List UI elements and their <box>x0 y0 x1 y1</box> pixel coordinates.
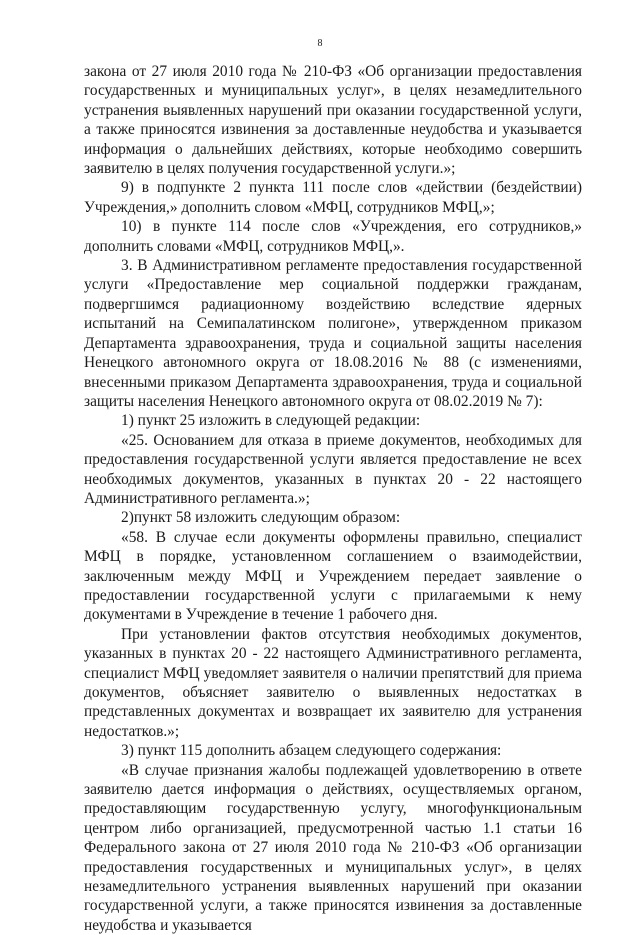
paragraph: 3) пункт 115 дополнить абзацем следующего содержания: <box>121 742 502 760</box>
paragraph: закона от 27 июля 2010 года № 210-ФЗ «Об организации предоставления государственных и муниципальных услуг», в целях незамедлительного устранения выявленных нарушений при оказании государственной услуги, а также приносятся извинения за доставленные неудобства и указывается информация о дальнейших действиях, которые необходимо совершить заявителю в целях получения государственной услуги.»; <box>84 63 582 178</box>
paragraph: 3. В Административном регламенте предоставления государственной услуги «Предоставление мер социальной поддержки гражданам, подвергшимся радиационному воздействию вследствие ядерных испытаний на Семипалатинском полигоне», утвержденном приказом Департамента здравоохранения, труда и социальной защиты населения Ненецкого автономного округа от 18.08.2016 № 88 (с изменениями, внесенными приказом Департамента здравоохранения, труда и социальной защиты населения Ненецкого автономного округа от 08.02.2019 № 7): <box>84 257 582 410</box>
page-number: 8 <box>317 38 323 49</box>
paragraph: При установлении фактов отсутствия необходимых документов, указанных в пунктах 20 - 22 настоящего Административного регламента, специалист МФЦ уведомляет заявителя о наличии препятствий для приема документов, объясняет заявителю о выявленных недостатках в представленных документах и возвращает их заявителю для устранения недостатков.»; <box>84 625 582 740</box>
paragraph: 10) в пункте 114 после слов «Учреждения, его сотрудников,» дополнить словами «МФЦ, сотрудников МФЦ,». <box>84 218 582 255</box>
paragraph: «В случае признания жалобы подлежащей удовлетворению в ответе заявителю дается информация о действиях, осуществляемых органом, предоставляющим государственную услугу, многофункциональным центром либо организацией, предусмотренной частью 1.1 статьи 16 Федерального закона от 27 июля 2010 года № 210-ФЗ «Об организации предоставления государственных и муниципальных услуг», в целях незамедлительного устранения выявленных нарушений при оказании государственной услуги, а также приносятся извинения за доставленные неудобства и указывается <box>84 761 582 934</box>
paragraph: «58. В случае если документы оформлены правильно, специалист МФЦ в порядке, установленном соглашением о взаимодействии, заключенным между МФЦ и Учреждением передает заявление о предоставлении государственной услуги с прилагаемыми к нему документами в Учреждение в течение 1 рабочего дня. <box>84 528 582 624</box>
paragraph: 2)пункт 58 изложить следующим образом: <box>121 509 401 527</box>
paragraph: 1) пункт 25 изложить в следующей редакции: <box>121 412 421 430</box>
paragraph: 9) в подпункте 2 пункта 111 после слов «действии (бездействии) Учреждения,» дополнить словом «МФЦ, сотрудников МФЦ,»; <box>84 179 582 216</box>
paragraph: «25. Основанием для отказа в приеме документов, необходимых для предоставления государственной услуги является предоставление не всех необходимых документов, указанных в пунктах 20 - 22 настоящего Административного регламента.»; <box>84 431 582 507</box>
document-body <box>84 62 582 935</box>
